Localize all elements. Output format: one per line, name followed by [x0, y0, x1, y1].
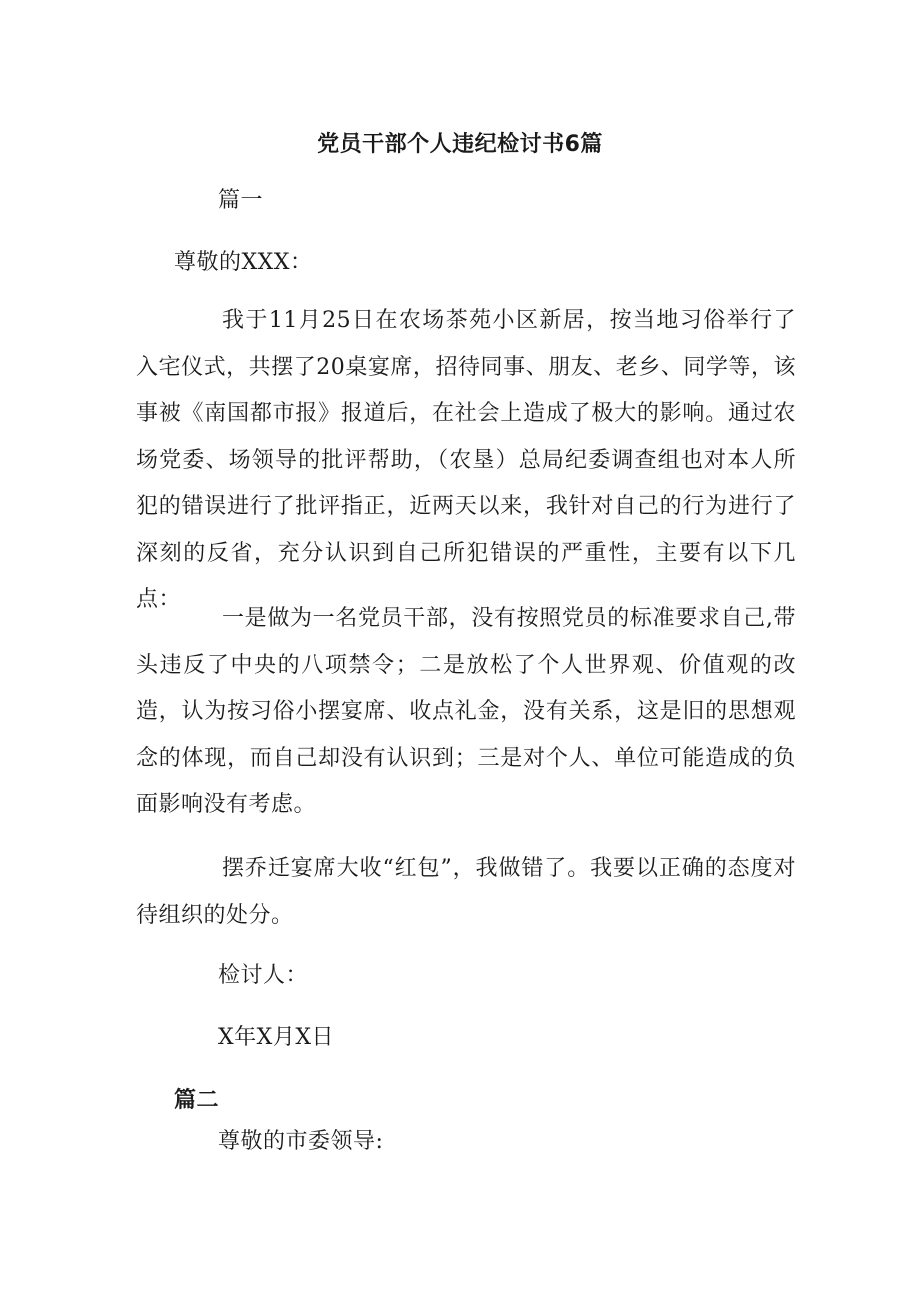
paragraph-3: 摆乔迁宴席大收“红包”，我做错了。我要以正确的态度对待组织的处分。 [136, 856, 796, 928]
signature-label: 检讨人： [218, 963, 309, 988]
document-title: 党员干部个人违纪检讨书6篇 [317, 132, 603, 157]
section-heading-2: 篇二 [174, 1087, 220, 1113]
signature-date: X年X月X日 [218, 1025, 334, 1050]
paragraph-1: 我于11月25日在农场茶苑小区新居，按当地习俗举行了入宅仪式，共摆了20桌宴席，招待同事、朋友、老乡、同学等，该事被《南国都市报》报道后，在社会上造成了极大的影响。通过农场党委、场领导的批评帮助，（农垦）总局纪委调查组也对本人所犯的错误进行了批评指正，近两天以来，我针对自己的行为进行了深刻的反省，充分认识到自己所犯错误的严重性，主要有以下几点： [136, 308, 796, 612]
salutation-1: 尊敬的XXX： [174, 250, 313, 275]
section-heading-1: 篇一 [218, 188, 264, 213]
paragraph-2: 一是做为一名党员干部，没有按照党员的标准要求自己,带头违反了中央的八项禁令；二是放松了个人世界观、价值观的改造，认为按习俗小摆宴席、收点礼金，没有关系，这是旧的思想观念的体现，而自己却没有认识到；三是对个人、单位可能造成的负面影响没有考虑。 [136, 606, 796, 817]
salutation-2: 尊敬的市委领导: [218, 1129, 384, 1154]
